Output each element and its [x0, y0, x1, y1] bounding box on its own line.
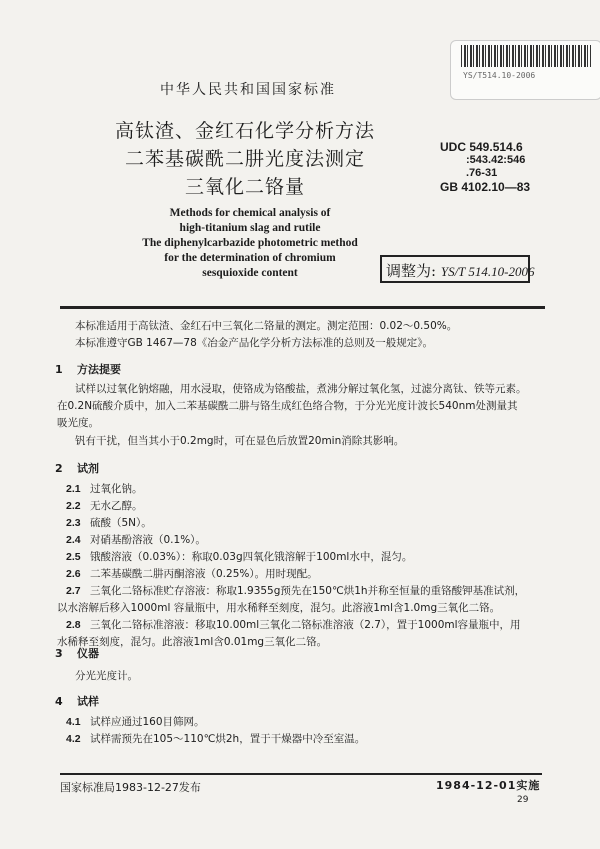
udc-code-3: .76-31 — [466, 167, 498, 179]
stamp-label: 调整为: — [386, 262, 437, 280]
english-title-3: The diphenylcarbazide photometric method — [142, 237, 358, 249]
s1-line-3: 吸光度。 — [57, 417, 99, 429]
standard-header: 中华人民共和国国家标准 — [160, 82, 336, 98]
s1-line-1: 试样以过氧化钠熔融，用水浸取，使铬成为铬酸盐，煮沸分解过氧化氢，过滤分离钛、铁等元素。 — [75, 383, 527, 395]
intro-line-1: 本标准适用于高钛渣、金红石中三氧化二铬量的测定。测定范围：0.02～0.50%。 — [75, 320, 458, 332]
top-rule — [60, 306, 545, 309]
item-4-2: 4.2 试样需预先在105～110℃烘2h，置于干燥器中冷至室温。 — [66, 733, 366, 745]
section-3-heading: 3 仪器 — [55, 647, 99, 660]
english-title-4: for the determination of chromium — [164, 252, 336, 264]
item-2-3: 2.3 硫酸（5N）。 — [66, 517, 152, 529]
s3-text: 分光光度计。 — [75, 670, 138, 682]
title-line-3: 三氧化二铬量 — [184, 176, 305, 198]
item-2-7-wrap: 以水溶解后移入1000ml 容量瓶中，用水稀释至刻度，混匀。此溶液1ml含1.0mg三氧化二铬。 — [57, 602, 501, 614]
item-2-2: 2.2 无水乙醇。 — [66, 500, 143, 512]
gb-number: GB 4102.10—83 — [440, 180, 531, 194]
effective-date: 1984-12-01实施 — [436, 779, 541, 792]
item-2-4: 2.4 对硝基酚溶液（0.1%）。 — [66, 534, 206, 546]
english-title-2: high-titanium slag and rutile — [179, 222, 321, 234]
item-2-7: 2.7 三氧化二铬标准贮存溶液：称取1.9355g预先在150℃烘1h并称至恒量的重铬酸钾基准试剂， — [66, 585, 526, 597]
revision-stamp — [380, 255, 535, 283]
barcode-text: YS/T514.10-2006 — [463, 71, 536, 80]
item-4-1: 4.1 试样应通过160目筛网。 — [66, 716, 205, 728]
udc-code: UDC 549.514.6 — [440, 140, 523, 154]
page-number: 29 — [517, 795, 529, 805]
item-2-1: 2.1 过氧化钠。 — [66, 483, 143, 495]
issued-date: 国家标准局1983-12-27发布 — [60, 781, 201, 794]
bottom-rule — [60, 773, 542, 775]
item-2-6: 2.6 二苯基碳酰二肼丙酮溶液（0.25%）。用时现配。 — [66, 568, 318, 580]
intro-line-2: 本标准遵守GB 1467—78《冶金产品化学分析方法标准的总则及一般规定》。 — [75, 337, 434, 349]
title-line-1: 高钛渣、金红石化学分析方法 — [114, 120, 375, 142]
item-2-5: 2.5 锇酸溶液（0.03%）：称取0.03g四氧化锇溶解于100ml水中，混匀。 — [66, 551, 413, 563]
s1-line-4: 钒有干扰，但当其小于0.2mg时，可在显色后放置20min消除其影响。 — [75, 435, 405, 447]
section-1-heading: 1 方法提要 — [55, 363, 121, 376]
title-line-2: 二苯基碳酰二肼光度法测定 — [124, 148, 365, 170]
stamp-value: YS/T 514.10-2006 — [440, 264, 535, 279]
barcode-icon — [461, 45, 591, 67]
english-title-5: sesquioxide content — [202, 267, 298, 279]
english-title-1: Methods for chemical analysis of — [169, 207, 331, 219]
s1-line-2: 在0.2N硫酸介质中，加入二苯基碳酰二肼与铬生成红色络合物，于分光光度计波长540nm处测量其 — [57, 400, 518, 412]
section-2-heading: 2 试剂 — [55, 462, 99, 475]
section-4-heading: 4 试样 — [55, 695, 99, 708]
barcode-sticker — [450, 40, 600, 100]
item-2-8: 2.8 三氧化二铬标准溶液：移取10.00ml三氧化二铬标准溶液（2.7），置于1000ml容量瓶中，用 — [66, 619, 521, 631]
udc-code-2: :543.42:546 — [466, 154, 526, 166]
item-2-8-wrap: 水稀释至刻度，混匀。此溶液1ml含0.01mg三氧化二铬。 — [57, 636, 328, 648]
